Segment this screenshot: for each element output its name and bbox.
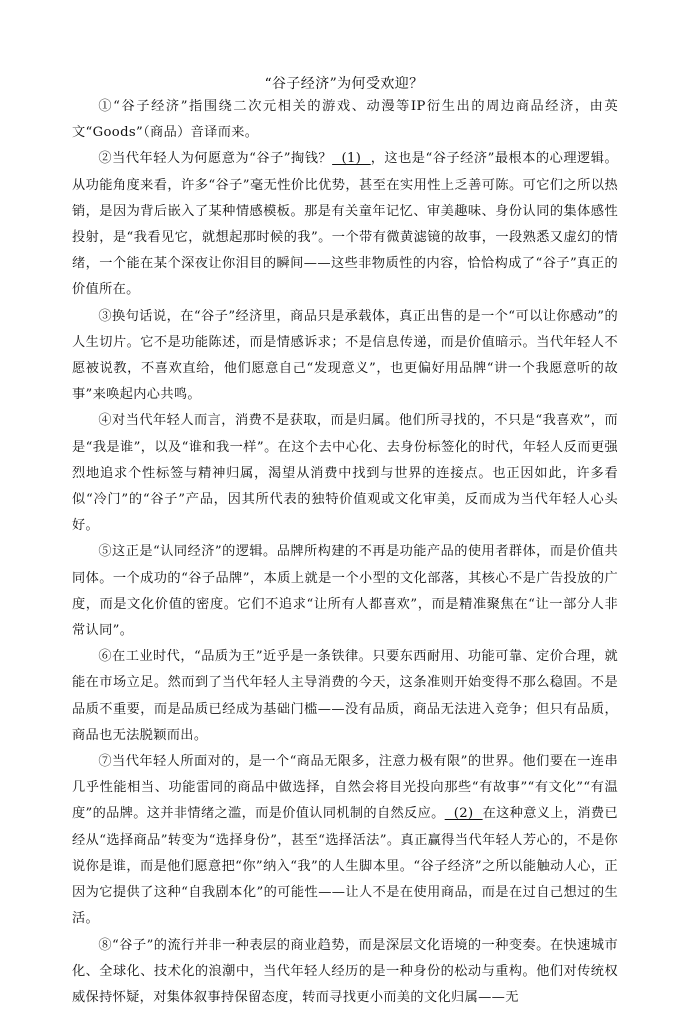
paragraph-7 xyxy=(72,749,618,932)
article-body xyxy=(72,94,618,1011)
blank-2: (2) xyxy=(445,806,483,821)
paragraph-2-text-after: ，这也是“谷子经济”最根本的心理逻辑。从功能角度来看，许多“谷子”毫无性价比优势，甚至在实用性上乏善可陈。可它们之所以热销，是因为背后嵌入了某种情感模板。那是有关童年记忆、审美趣味、身份认同的集体感性投射，是“我看见它，就想起那时候的我”。一个带有微黄滤镜的故事，一段熟悉又虚幻的情绪，一个能在某个深夜让你泪目的瞬间——这些非物质性的内容，恰恰构成了“谷子”真正的价值所在。 xyxy=(72,151,618,297)
paragraph-4 xyxy=(72,408,618,539)
paragraph-8 xyxy=(72,933,618,1011)
paragraph-2 xyxy=(72,146,618,303)
blank-1: (1) xyxy=(332,151,371,166)
paragraph-8-text: ⑧“谷子”的流行并非一种表层的商业趋势，而是深层文化语境的一种变奏。在快速城市化、全球化、技术化的浪潮中，当代年轻人经历的是一种身份的松动与重构。他们对传统权威保持怀疑，对集体叙事持保留态度，转而寻找更小而美的文化归属——无 xyxy=(72,938,618,1005)
paragraph-5-text: ⑤这正是“认同经济”的逻辑。品牌所构建的不再是功能产品的使用者群体，而是价值共同体。一个成功的“谷子品牌”，本质上就是一个小型的文化部落，其核心不是广告投放的广度，而是文化价值的密度。它们不追求“让所有人都喜欢”，而是精准聚焦在“让一部分人非常认同”。 xyxy=(72,544,618,638)
paragraph-6 xyxy=(72,644,618,749)
paragraph-3-text: ③换句话说，在“谷子”经济里，商品只是承载体，真正出售的是一个“可以让你感动”的人生切片。它不是功能陈述，而是情感诉求；不是信息传递，而是价值暗示。当代年轻人不愿被说教，不喜欢直给，他们愿意自己“发现意义”，也更偏好用品牌“讲一个我愿意听的故事”来唤起内心共鸣。 xyxy=(72,309,618,403)
paragraph-7-text-after: 在这种意义上，消费已经从“选择商品”转变为“选择身份”，甚至“选择活法”。真正赢得当代年轻人芳心的，不是你说你是谁，而是他们愿意把“你”纳入“我”的人生脚本里。“谷子经济”之所以能触动人心，正因为它提供了这种“自我剧本化”的可能性——让人不是在使用商品，而是在过自己想过的生活。 xyxy=(72,806,618,926)
paragraph-2-text-before: ②当代年轻人为何愿意为“谷子”掏钱？ xyxy=(98,151,332,166)
paragraph-4-text: ④对当代年轻人而言，消费不是获取，而是归属。他们所寻找的，不只是“我喜欢”，而是“我是谁”，以及“谁和我一样”。在这个去中心化、去身份标签化的时代，年轻人反而更强烈地追求个性标签与精神归属，渴望从消费中找到与世界的连接点。也正因如此，许多看似“冷门”的“谷子”产品，因其所代表的独特价值观或文化审美，反而成为当代年轻人心头好。 xyxy=(72,413,618,533)
paragraph-1-text: ①“谷子经济”指围绕二次元相关的游戏、动漫等IP衍生出的周边商品经济，由英文“Goods”（商品）音译而来。 xyxy=(72,99,618,140)
paragraph-7-text-before: ⑦当代年轻人所面对的，是一个“商品无限多，注意力极有限”的世界。他们要在一连串几乎性能相当、功能雷同的商品中做选择，自然会将目光投向那些“有故事”“有文化”“有温度”的品牌。这并非情绪之滥，而是价值认同机制的自然反应。 xyxy=(72,754,618,821)
paragraph-5 xyxy=(72,539,618,644)
paragraph-6-text: ⑥在工业时代，“品质为王”近乎是一条铁律。只要东西耐用、功能可靠、定价合理，就能在市场立足。然而到了当代年轻人主导消费的今天，这条准则开始变得不那么稳固。不是品质不重要，而是品质已经成为基础门槛——没有品质，商品无法进入竞争；但只有品质，商品也无法脱颖而出。 xyxy=(72,649,618,743)
paragraph-3 xyxy=(72,304,618,409)
paragraph-1 xyxy=(72,94,618,146)
article-title: “谷子经济”为何受欢迎？ xyxy=(0,74,688,94)
